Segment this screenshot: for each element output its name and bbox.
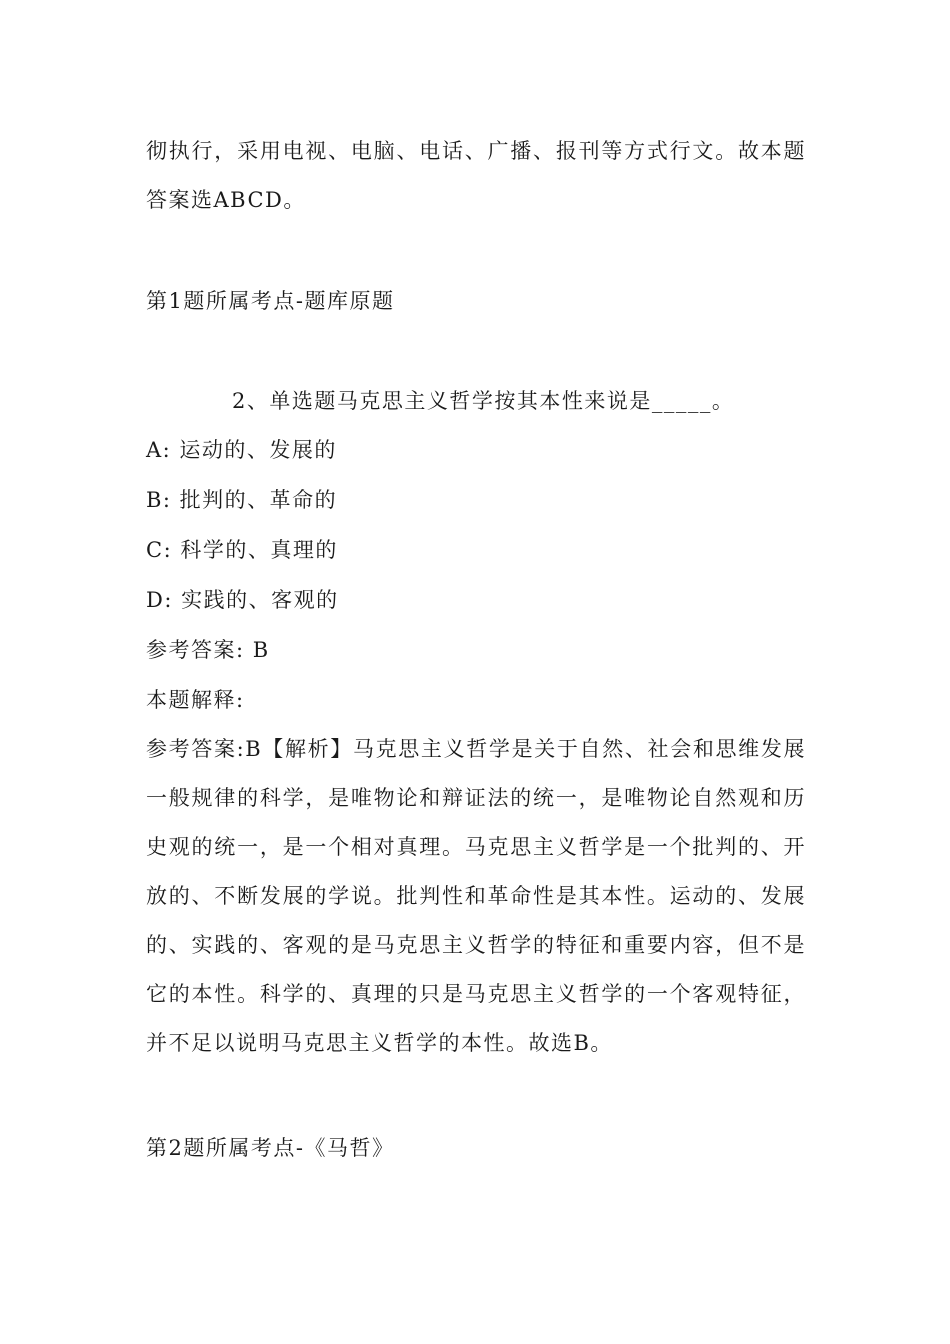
question-2-explanation-heading: 本题解释: bbox=[146, 688, 245, 712]
question-2-answer: 参考答案: B bbox=[146, 638, 270, 662]
question-2-option-a: A: 运动的、发展的 bbox=[146, 438, 337, 462]
question-2-explanation: 参考答案:B【解析】马克思主义哲学是关于自然、社会和思维发展一般规律的科学，是唯物论和辩证法的统一，是唯物论自然观和历史观的统一，是一个相对真理。马克思主义哲学是一个批判的、开放的、不断发展的学说。批判性和革命性是其本性。运动的、发展的、实践的、客观的是马克思主义哲学的特征和重要内容，但不是它的本性。科学的、真理的只是马克思主义哲学的一个客观特征，并不足以说明马克思主义哲学的本性。故选B。 bbox=[146, 737, 806, 1055]
question-1-topic-tag: 第1题所属考点-题库原题 bbox=[146, 289, 395, 313]
question-2-topic-tag: 第2题所属考点-《马哲》 bbox=[146, 1136, 395, 1160]
previous-explanation-continuation: 彻执行，采用电视、电脑、电话、广播、报刊等方式行文。故本题答案选ABCD。 bbox=[146, 139, 806, 212]
question-2-option-b: B: 批判的、革命的 bbox=[146, 488, 338, 512]
question-2-option-c: C: 科学的、真理的 bbox=[146, 538, 338, 562]
question-2-option-d: D: 实践的、客观的 bbox=[146, 588, 339, 612]
question-2-stem: 2、单选题马克思主义哲学按其本性来说是_____。 bbox=[232, 389, 735, 413]
